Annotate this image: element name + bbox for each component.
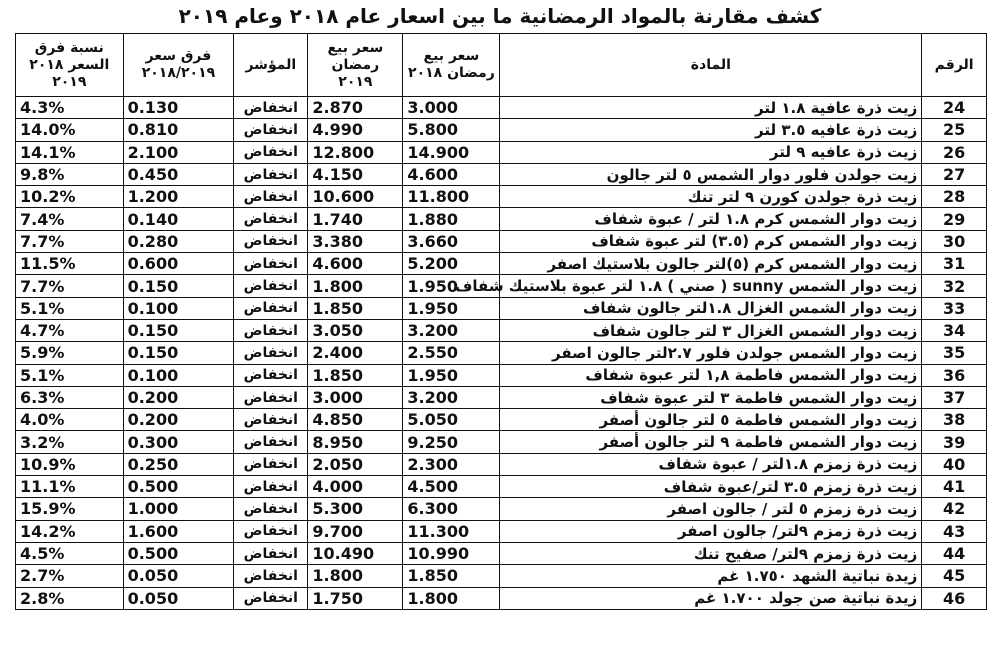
price-diff: 0.130: [123, 97, 234, 119]
diff-percent: 10.2%: [16, 186, 124, 208]
diff-percent: 11.5%: [16, 253, 124, 275]
diff-percent: 14.0%: [16, 119, 124, 141]
price-diff: 0.280: [123, 230, 234, 252]
item-name: زيت ذرة عافية ١.٨ لتر: [500, 97, 922, 119]
indicator: انخفاض: [234, 565, 308, 587]
indicator: انخفاض: [234, 520, 308, 542]
header-price-2019: سعر بيع رمضان ٢٠١٩: [308, 34, 403, 97]
item-name: زيت ذرة زمزم ٩لتر/ جالون اصفر: [500, 520, 922, 542]
row-number: 31: [922, 253, 987, 275]
header-row: [16, 34, 987, 97]
price-diff: 2.100: [123, 141, 234, 163]
header-diff-percent: نسبة فرق السعر ٢٠١٨ ٢٠١٩: [16, 34, 124, 97]
row-number: 24: [922, 97, 987, 119]
indicator: انخفاض: [234, 587, 308, 609]
price-2018: 1.800: [403, 587, 500, 609]
price-2018: 14.900: [403, 141, 500, 163]
indicator: انخفاض: [234, 542, 308, 564]
indicator: انخفاض: [234, 275, 308, 297]
item-name: زيت دوار الشمس جولدن فلور ٢.٧لتر جالون اصفر: [500, 342, 922, 364]
price-2019: 1.800: [308, 565, 403, 587]
item-name: زيت ذرة زمزم ٩لتر/ صفيح تنك: [500, 542, 922, 564]
price-2018: 2.300: [403, 453, 500, 475]
indicator: انخفاض: [234, 364, 308, 386]
price-2019: 2.050: [308, 453, 403, 475]
price-2019: 1.740: [308, 208, 403, 230]
price-2019: 1.750: [308, 587, 403, 609]
price-2018: 5.200: [403, 253, 500, 275]
table-row: [16, 230, 987, 252]
table-row: [16, 498, 987, 520]
price-2019: 10.490: [308, 542, 403, 564]
indicator: انخفاض: [234, 453, 308, 475]
indicator: انخفاض: [234, 476, 308, 498]
header-price-diff: فرق سعر ٢٠١٨/٢٠١٩: [123, 34, 234, 97]
row-number: 33: [922, 297, 987, 319]
price-diff: 0.200: [123, 409, 234, 431]
price-2018: 1.950: [403, 297, 500, 319]
price-diff: 0.050: [123, 565, 234, 587]
item-name: زيدة نباتية صن جولد ١.٧٠٠ غم: [500, 587, 922, 609]
row-number: 27: [922, 163, 987, 185]
table-row: [16, 297, 987, 319]
diff-percent: 6.3%: [16, 386, 124, 408]
item-name: زيت دوار الشمس الغزال ٣ لتر جالون شفاف: [500, 319, 922, 341]
indicator: انخفاض: [234, 119, 308, 141]
table-row: [16, 476, 987, 498]
price-diff: 0.300: [123, 431, 234, 453]
price-diff: 0.810: [123, 119, 234, 141]
price-diff: 0.150: [123, 342, 234, 364]
price-diff: 1.600: [123, 520, 234, 542]
header-price-2018: سعر بيع رمضان ٢٠١٨: [403, 34, 500, 97]
price-2018: 1.950: [403, 275, 500, 297]
header-indicator: المؤشر: [234, 34, 308, 97]
table-row: [16, 97, 987, 119]
indicator: انخفاض: [234, 97, 308, 119]
price-diff: 0.100: [123, 364, 234, 386]
indicator: انخفاض: [234, 386, 308, 408]
price-2019: 5.300: [308, 498, 403, 520]
diff-percent: 14.1%: [16, 141, 124, 163]
price-diff: 0.250: [123, 453, 234, 475]
price-2018: 11.800: [403, 186, 500, 208]
price-2018: 3.660: [403, 230, 500, 252]
price-2019: 2.870: [308, 97, 403, 119]
item-name: زيدة نباتية الشهد ١.٧٥٠ غم: [500, 565, 922, 587]
item-name: زيت ذرة جولدن كورن ٩ لتر تنك: [500, 186, 922, 208]
price-2019: 3.000: [308, 386, 403, 408]
row-number: 35: [922, 342, 987, 364]
price-2018: 4.500: [403, 476, 500, 498]
price-2019: 3.050: [308, 319, 403, 341]
diff-percent: 9.8%: [16, 163, 124, 185]
row-number: 44: [922, 542, 987, 564]
price-2019: 4.000: [308, 476, 403, 498]
price-2018: 11.300: [403, 520, 500, 542]
price-2018: 5.800: [403, 119, 500, 141]
diff-percent: 5.1%: [16, 364, 124, 386]
table-row: [16, 542, 987, 564]
price-2019: 4.150: [308, 163, 403, 185]
price-2019: 4.990: [308, 119, 403, 141]
price-diff: 0.600: [123, 253, 234, 275]
indicator: انخفاض: [234, 163, 308, 185]
item-name: زيت ذرة زمزم ١.٨لتر / عبوة شفاف: [500, 453, 922, 475]
table-row: [16, 319, 987, 341]
table-row: [16, 364, 987, 386]
item-name: زيت دوار الشمس فاطمة ٣ لتر عبوة شفاف: [500, 386, 922, 408]
price-2019: 12.800: [308, 141, 403, 163]
item-name: زيت جولدن فلور دوار الشمس ٥ لتر جالون: [500, 163, 922, 185]
price-2018: 10.990: [403, 542, 500, 564]
price-2019: 9.700: [308, 520, 403, 542]
price-diff: 1.200: [123, 186, 234, 208]
price-diff: 0.150: [123, 319, 234, 341]
row-number: 39: [922, 431, 987, 453]
table-row: [16, 208, 987, 230]
item-name: زيت دوار الشمس فاطمة ٩ لتر جالون أصفر: [500, 431, 922, 453]
row-number: 41: [922, 476, 987, 498]
price-2019: 1.850: [308, 364, 403, 386]
diff-percent: 14.2%: [16, 520, 124, 542]
price-2018: 9.250: [403, 431, 500, 453]
page-title: كشف مقارنة بالمواد الرمضانية ما بين اسعار عام ٢٠١٨ وعام ٢٠١٩: [178, 4, 822, 28]
price-diff: 0.500: [123, 476, 234, 498]
price-2019: 10.600: [308, 186, 403, 208]
indicator: انخفاض: [234, 230, 308, 252]
row-number: 37: [922, 386, 987, 408]
row-number: 42: [922, 498, 987, 520]
indicator: انخفاض: [234, 409, 308, 431]
table-row: [16, 186, 987, 208]
item-name: زيت ذرة زمزم ٣.٥ لتر/عبوة شفاف: [500, 476, 922, 498]
table-row: [16, 565, 987, 587]
item-name: زيت دوار الشمس فاطمة ٥ لتر جالون أصفر: [500, 409, 922, 431]
indicator: انخفاض: [234, 342, 308, 364]
item-name: زيت دوار الشمس فاطمة ١,٨ لتر عبوة شفاف: [500, 364, 922, 386]
row-number: 30: [922, 230, 987, 252]
item-name: زيت دوار الشمس كرم (٥)لتر جالون بلاستيك اصفر: [500, 253, 922, 275]
table-row: [16, 409, 987, 431]
price-2019: 3.380: [308, 230, 403, 252]
price-2018: 2.550: [403, 342, 500, 364]
price-2018: 1.850: [403, 565, 500, 587]
price-diff: 0.200: [123, 386, 234, 408]
table-row: [16, 453, 987, 475]
item-name: زيت دوار الشمس كرم ١.٨ لتر / عبوة شفاف: [500, 208, 922, 230]
indicator: انخفاض: [234, 208, 308, 230]
price-2018: 3.200: [403, 319, 500, 341]
price-diff: 0.450: [123, 163, 234, 185]
price-2018: 6.300: [403, 498, 500, 520]
price-2018: 3.200: [403, 386, 500, 408]
price-2018: 1.880: [403, 208, 500, 230]
row-number: 29: [922, 208, 987, 230]
table-row: [16, 342, 987, 364]
price-diff: 0.500: [123, 542, 234, 564]
row-number: 28: [922, 186, 987, 208]
row-number: 46: [922, 587, 987, 609]
indicator: انخفاض: [234, 141, 308, 163]
price-diff: 1.000: [123, 498, 234, 520]
indicator: انخفاض: [234, 319, 308, 341]
table-row: [16, 520, 987, 542]
diff-percent: 15.9%: [16, 498, 124, 520]
price-2019: 4.850: [308, 409, 403, 431]
price-diff: 0.140: [123, 208, 234, 230]
row-number: 40: [922, 453, 987, 475]
row-number: 45: [922, 565, 987, 587]
diff-percent: 7.4%: [16, 208, 124, 230]
table-row: [16, 141, 987, 163]
table-row: [16, 275, 987, 297]
diff-percent: 10.9%: [16, 453, 124, 475]
price-diff: 0.100: [123, 297, 234, 319]
diff-percent: 5.9%: [16, 342, 124, 364]
price-2018: 3.000: [403, 97, 500, 119]
item-name: زيت دوار الشمس sunny ( صني ) ١.٨ لتر عبوة بلاستيك شفاف: [500, 275, 922, 297]
price-2018: 4.600: [403, 163, 500, 185]
diff-percent: 3.2%: [16, 431, 124, 453]
price-comparison-table: [15, 33, 987, 610]
row-number: 38: [922, 409, 987, 431]
row-number: 32: [922, 275, 987, 297]
price-2019: 2.400: [308, 342, 403, 364]
header-item: المادة: [500, 34, 922, 97]
table-row: [16, 119, 987, 141]
diff-percent: 2.8%: [16, 587, 124, 609]
price-2018: 5.050: [403, 409, 500, 431]
table-row: [16, 386, 987, 408]
item-name: زيت دوار الشمس كرم (٣.٥) لتر عبوة شفاف: [500, 230, 922, 252]
table-row: [16, 587, 987, 609]
row-number: 34: [922, 319, 987, 341]
indicator: انخفاض: [234, 431, 308, 453]
diff-percent: 4.7%: [16, 319, 124, 341]
price-2019: 1.800: [308, 275, 403, 297]
header-num: الرقم: [922, 34, 987, 97]
row-number: 43: [922, 520, 987, 542]
price-2019: 8.950: [308, 431, 403, 453]
diff-percent: 5.1%: [16, 297, 124, 319]
item-name: زيت دوار الشمس الغزال ١.٨لتر جالون شفاف: [500, 297, 922, 319]
table-row: [16, 431, 987, 453]
price-2019: 4.600: [308, 253, 403, 275]
price-diff: 0.150: [123, 275, 234, 297]
indicator: انخفاض: [234, 498, 308, 520]
indicator: انخفاض: [234, 186, 308, 208]
price-diff: 0.050: [123, 587, 234, 609]
indicator: انخفاض: [234, 297, 308, 319]
diff-percent: 4.5%: [16, 542, 124, 564]
diff-percent: 2.7%: [16, 565, 124, 587]
indicator: انخفاض: [234, 253, 308, 275]
diff-percent: 4.0%: [16, 409, 124, 431]
row-number: 26: [922, 141, 987, 163]
row-number: 25: [922, 119, 987, 141]
diff-percent: 7.7%: [16, 230, 124, 252]
table-row: [16, 253, 987, 275]
price-2018: 1.950: [403, 364, 500, 386]
item-name: زيت ذرة زمزم ٥ لتر / جالون اصفر: [500, 498, 922, 520]
table-row: [16, 163, 987, 185]
diff-percent: 11.1%: [16, 476, 124, 498]
price-2019: 1.850: [308, 297, 403, 319]
diff-percent: 4.3%: [16, 97, 124, 119]
diff-percent: 7.7%: [16, 275, 124, 297]
row-number: 36: [922, 364, 987, 386]
item-name: زيت ذرة عافيه ٩ لتر: [500, 141, 922, 163]
item-name: زيت ذرة عافيه ٣.٥ لتر: [500, 119, 922, 141]
